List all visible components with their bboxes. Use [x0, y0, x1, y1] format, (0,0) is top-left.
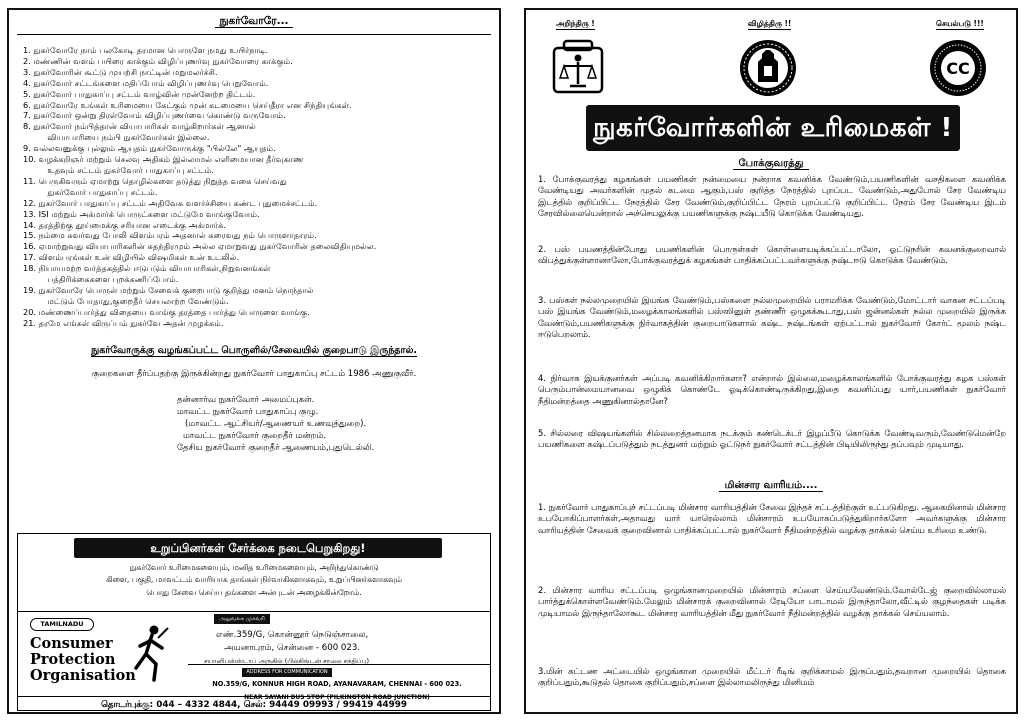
address-line: அயனாபுரம், சென்னை - 600 023. — [224, 643, 361, 653]
left-panel — [7, 8, 501, 714]
logo-line-protection: Protection — [30, 651, 116, 668]
transport-para-4: 4. நிர்வாக இயக்குனர்கள் அப்படி கவனிக்கிறார்களா? என்றால் இல்லை,மழைக்காலங்களில் போக்குவரத்து கழக பஸ்கள் பெரும்பான்மையானவை ஒழுகிக் கொண்டே ஓடிக்கொண்டிருக்கிறது,இதை கவனிப்பது யார்,பயணிகள் நுகர்வோர் நீதிமன்றத்தை அணுகினால்தானே? — [538, 373, 1006, 406]
membership-description — [18, 562, 490, 599]
slogan-row — [526, 19, 1016, 31]
transport-para-1: 1. போக்குவரத்து கழகங்கள் பயணிகள் நன்மையை நன்றாக கவனிக்க வேண்டும்,பயணிகளின் வசதிகளை கவனிக்க வேண்டியது அவர்களின் முதல் கடமை ஆகும்,பஸ் குறித்த நேரத்தில் புறப்பட வேண்டும்,அதுபோல் சேர வேண்டிய இடத்தில் குறிப்பிட்ட நேரத்தில் சேர வேண்டும்,குறிப்பிட்ட நேரம் புறப்பட்டு குறிப்பிட்ட நேரம் சேர வேண்டிய இடம் சேரவில்லையென்றால் அச்செயலுக்கு பயணிகளுக்கு நஷ்டயீடு கொடுக்க வேண்டியது. — [538, 174, 1006, 218]
rights-title: நுகர்வோர்களின் உரிமைகள் ! — [586, 105, 960, 151]
transport-heading: போக்குவரத்து — [526, 158, 1016, 170]
transport-para-3: 3. பஸ்கள் நல்லமுறையில் இயங்க வேண்டும்,பஸ்களை நல்லமுறையில் பராமரிக்க வேண்டும்,மோட்டார் வாகன சட்டப்படி பஸ் இயங்க வேண்டும்,மழைக்காலங்களில் பஸ்ஸினுள் தண்ணீர் ஒழுகக்கூடாது,பஸ் ஜன்னல்கள் நல்ல முறையில் இருக்க வேண்டும்,பயணிகளுக்கு நிர்வாகத்தின் குறைபாடுகளால் கஷ்ட நஷ்டங்கள் ஏற்பட்டால் நுகர்வோர் கோர்ட் மூலம் நஷ்ட ஈடுபெறலாம். — [538, 295, 1006, 339]
list-item: 1. நுகர்வோரே நாம் பலகோடி தரமான பொருளே நமது உயிர்நாடி. — [23, 45, 269, 55]
list-item: 4. நுகர்வோர் சட்டங்களை மதிப்போம் விழிப்புணர்வு பெறுவோம். — [23, 77, 269, 88]
office-address-label: அலுவலக முகவரி — [214, 614, 270, 624]
slogan-know: அறிந்திரு ! — [556, 19, 595, 28]
list-item: 2. மண்ணின் வளம் பயிரை காக்கும் விழிப்புணர்வு நுகர்வோரை காக்கும். — [23, 55, 293, 66]
address-english: NO.359/G, KONNUR HIGH ROAD, AYANAVARAM, CHENNAI - 600 023. — [212, 680, 462, 688]
tamilnadu-flag-label: TAMILNADU — [30, 618, 94, 631]
forum-item: மாவட்ட நுகர்வோர் பாதுகாப்பு குழு. — [177, 406, 319, 417]
list-item: 12. நுகர்வோர் பாதுகாப்பு சட்டம் அதிவேக வளர்ச்சியை கண்ட புதுமைச்சட்டம். — [23, 197, 318, 208]
logo-line-consumer: Consumer — [30, 635, 113, 652]
contact-numbers: தொடர்புக்கு: 044 – 4332 4844, செல்: 94449 09993 / 99419 44999 — [17, 696, 491, 711]
right-panel — [524, 8, 1018, 714]
list-item: 5. நுகர்வோர் பாதுகாப்பு சட்டம் வாழ்வின் முன்னேற்ற திட்டம். — [23, 88, 256, 99]
list-item: 19. நுகர்வோரே பொருள் மற்றும் சேவைக் குறைபாடு குறித்து மனம் நொந்தால் மட்டும் போதாது,குறைதீர் செயலாற்ற வேண்டும். — [23, 284, 314, 306]
organisation-logo — [22, 616, 172, 694]
list-item: 9. வல்லவனுக்கு புல்லும் ஆயுதம் நுகர்வோருக்கு "பில்லே" ஆயுதம். — [23, 143, 276, 154]
membership-line: நுகர்வோர் உரிமைகளையும், மனித உரிமைகளையும், அறிந்துகொண்டு — [129, 563, 379, 572]
membership-line: கிளை, பகுதி, மாவட்டம் வாரியாக தாங்கள் நிர்வாகிகளாகவும், உறுப்பினர்களாகவும் — [106, 575, 402, 585]
slogan-act: செயல்படு !!! — [936, 19, 984, 28]
list-item: 6. நுகர்வோரே உங்கள் உரிமையை கேட்கும் முன் கடமையை செய்தீரா என சிந்தியுங்கள். — [23, 99, 352, 110]
transport-para-5: 5. சில்லரை விஷயங்களில் சில்லறைத்தனமாக நடக்கும் கண்டெக்டர் இழப்பீடு கொடுக்க வேண்டிவரும்,வேண்டுமென்றே பயணிகளை கஷ்டப்படுத்தும் நடத்துனர் மற்றும் ஓட்டுநர் நுகர்வோர் சட்டத்தின் பிடியிலிருந்து தப்பவும் முடியாது. — [538, 428, 1006, 450]
list-item: 8. நுகர்வோர் நம்பித்தான் வியாபாரிகள் வாழ்கிறார்கள் ஆனால் வியாபாரியை நம்பி நுகர்வோர்கள் இல்லை. — [23, 121, 256, 143]
list-item: 21. தரமே எங்கள் விருப்பம் நுகர்வே அதன் முழக்கம். — [23, 317, 224, 328]
transport-para-2: 2. பஸ் பயணத்தின்போது பயணிகளின் பொருள்கள் கொள்ளையடிக்கப்பட்டாலோ, ஓட்டுநரின் கவனக்குறைவால் விபத்துக்குள்ளானாலோ,போக்குவரத்துக் கழகங்கள் பாதிக்கப்பட்டவர்களுக்கு நஷ்டஈடு கொடுக்க வேண்டும். — [538, 244, 1006, 266]
membership-banner: உறுப்பினர்கள் சேர்க்கை நடைபெறுகிறது! — [74, 538, 442, 558]
forum-list — [177, 394, 499, 455]
address-for-communication-label: ADDRESS FOR COMMUNICATION — [242, 668, 332, 677]
list-item: 15. நம்மை சுவர்வது போலி விளம்பரம் அதனால் சுரைவது நம் பொருளாதாரம். — [23, 230, 317, 241]
slogan-aware: விழித்திரு !! — [748, 19, 792, 28]
address-tamil — [194, 629, 369, 668]
list-item: 3. நுகர்வோரின் கூட்டு முயற்சி நாட்டின் மறுமலர்ச்சி. — [23, 66, 218, 77]
list-item: 18. நியாயமற்ற வர்த்தகத்தில் ஈடுபடும் வியாபாரிகள்,நிறுவனங்கள் பத்திரிக்கைகளை புறக்கணிப்போம். — [23, 263, 271, 285]
membership-box — [17, 533, 491, 711]
list-item: 11. பெருகிவரும் ஏமாற்று தொழில்களை தடுத்து நிறுத்த வகை செய்வது நுகர்வோர் பாதுகாப்பு சட்டம். — [23, 175, 287, 197]
cc-seal-text: CC — [946, 59, 970, 78]
box-divider — [18, 611, 490, 612]
act-line: குறைகளை தீர்ப்பதற்கு இருக்கின்றது நுகர்வோர் பாதுகாப்பு சட்டம் 1986 அணுகுவீர். — [91, 368, 417, 379]
consumers-heading: நுகர்வோரே... — [9, 15, 499, 28]
list-item: 10. வழக்கறிஞர் மற்றும் செலவு அதிகம் இல்லாமல் எளிமையான தீர்வுகாண உதவும் சட்டம் நுகர்வோர் பாதுகாப்பு சட்டம். — [23, 154, 304, 175]
electricity-para-1: 1. நுகர்வோர் பாதுகாப்புச் சட்டப்படி மின்சார வாரியத்தின் சேவை இந்தச் சட்டத்திற்குள் உட்படுகிறது. ஆகையினால் மின்சார உபயோகிப்பாளர்கள்,அதாவது யார் யாரெல்லாம் மின்சாரம் உபயோகப்படுத்துகிறார்களோ அவர்களுக்கு மின்சார வாரியத்தின் சேவைக் குறைவினால் பாதிக்கப்பட்டால் நுகர்வோர் நீதிமன்றத்தில் வழக்கு தாக்கல் செய்ய உரிமை உண்டு. — [538, 502, 1006, 535]
runner-icon — [132, 624, 170, 684]
list-item: 7. நுகர்வோர் ஒன்று திரள்வோம் விழிப்புணர்வை கொண்டு வருவோம். — [23, 110, 286, 121]
forum-item: தன்னார்வ நுகர்வோர் அமைப்புகள். — [177, 394, 315, 405]
electricity-heading: மின்சார வாரியம்.... — [526, 480, 1016, 492]
electricity-para-3: 3.மின் கட்டண அட்டையில் ஒழுங்கான முறையில் மீட்டர் ரீடிங் குறிக்காமல் இருப்பதும்,தவறான முறையில் தொகை குறிப்பதும்,கூடுதல் தொகை குறிப்பதும்,சப்ளை இல்லாமலிருந்து மினிமம் — [538, 666, 1006, 688]
cc-seal-icon — [928, 38, 988, 98]
heading-divider — [17, 34, 491, 35]
address-line: எண்.359/G, கொன்னூர் நெடுஞ்சாலை, — [216, 630, 369, 640]
slogan-list — [23, 45, 491, 329]
address-line: சயானிபஸ்ஸ்டாப் அருகில் (பில்கிங்டன் சாலை சந்திப்பு) — [204, 657, 369, 665]
electricity-para-2: 2. மின்சார வாரிய சட்டப்படி ஒழுங்கானமுறையில் மின்சாரம் சப்ளை செய்யவேண்டும்.வோல்டேஜ் குறைவில்லாமல் பார்த்துக்கொள்ளவேண்டும்.மேலும் மின்சாரக் குறைவினால் ரேடியோ பாடாமல் இருந்தாலோ,வீட்டில் குழந்தைகள் படிக்க முடியாமல் இருந்தாலோகூட மின்சார வாரியத்தின் மீது நுகர்வோர் நீதிமன்றத்தில் வழக்கு தாக்கல் செய்யலாம். — [538, 585, 1006, 618]
forum-item: மாவட்ட நுகர்வோர் குறைதீர் மன்றம். — [183, 431, 327, 442]
address-landmark: NEAR SAYANI BUS STOP (PILKINGTON ROAD JUNCTION) — [244, 694, 430, 701]
tamilnadu-emblem-icon — [738, 38, 798, 98]
membership-line: பொது சேவை செய்ய தங்களை அன்புடன் அழைக்கின்றோம். — [146, 587, 362, 597]
forum-item: (மாவட்ட ஆட்சியர்/ஆணையர் உணவுத்துறை). — [185, 418, 367, 429]
list-item: 14. தரத்திற்கு தூய்மைக்கு சரியான எடைக்கு அக்மார்க். — [23, 219, 226, 230]
logo-line-organisation: Organisation — [30, 667, 136, 684]
complaint-heading: நுகர்வோருக்கு வழங்கப்பட்ட பொருளில்/சேவையில் குறைபாடு இருந்தால். — [91, 344, 417, 356]
list-item: 17. விளம்பரங்கள் உன் விழியில் விஷமிகள் உன் உடலில். — [23, 252, 240, 263]
list-item: 13. ISI மற்றும் அக்மார்க் பொருட்களை மட்டுமே வாங்குவோம். — [23, 208, 260, 219]
consumer-scales-icon — [548, 38, 608, 98]
address-divider — [188, 664, 490, 665]
forum-item: தேசிய நுகர்வோர் குறைதீர் ஆணையம்,புதுடெல்லி. — [177, 443, 375, 454]
list-item: 20. மண்ணைப்பார்த்து விதையை வாங்கு தரத்தை பார்த்து பொருளை வாங்கு. — [23, 306, 310, 317]
list-item: 16. ஏமாற்றுவது வியாபாரிகளின் சுதந்திரமும் அல்ல ஏமாறுவது நுகர்வோரின் தலைவிதியுமல்ல. — [23, 241, 377, 252]
